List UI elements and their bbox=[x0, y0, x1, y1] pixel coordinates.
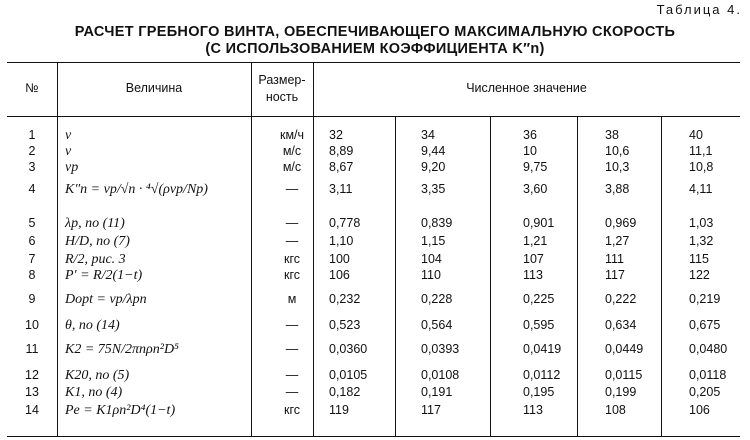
row-value: 0,634 bbox=[605, 318, 637, 332]
row-unit: м bbox=[287, 292, 297, 306]
col-divider bbox=[577, 116, 578, 437]
row-value: 1,21 bbox=[523, 234, 548, 248]
row-quantity: λp, по (11) bbox=[65, 216, 125, 231]
col-divider bbox=[490, 116, 491, 437]
row-quantity: K1, по (4) bbox=[65, 385, 123, 400]
row-value: 115 bbox=[689, 252, 709, 266]
row-quantity: Dopt = vp/λpn bbox=[65, 292, 147, 307]
row-number: 12 bbox=[25, 368, 39, 382]
row-number: 2 bbox=[28, 144, 36, 158]
row-value: 9,75 bbox=[523, 160, 548, 174]
row-value: 113 bbox=[523, 268, 543, 282]
row-number: 4 bbox=[28, 182, 36, 196]
row-value: 8,67 bbox=[329, 160, 354, 174]
title-line-2: (С ИСПОЛЬЗОВАНИЕМ КОЭФФИЦИЕНТА K″n) bbox=[205, 41, 545, 57]
row-quantity: vp bbox=[65, 160, 79, 175]
row-number: 9 bbox=[28, 292, 36, 306]
row-unit: — bbox=[285, 318, 299, 332]
row-value: 10,3 bbox=[605, 160, 630, 174]
row-value: 10,8 bbox=[689, 160, 714, 174]
row-value: 110 bbox=[421, 268, 441, 282]
header-unit bbox=[251, 72, 313, 106]
row-value: 0,523 bbox=[329, 318, 361, 332]
row-number: 6 bbox=[28, 234, 36, 248]
row-value: 0,195 bbox=[523, 385, 555, 399]
row-value: 111 bbox=[605, 252, 625, 266]
row-value: 11,1 bbox=[689, 144, 713, 158]
row-value: 119 bbox=[329, 403, 349, 417]
col-divider bbox=[57, 62, 58, 437]
row-number: 13 bbox=[25, 385, 39, 399]
row-unit: кгс bbox=[283, 252, 300, 266]
header-unit-line2: ность bbox=[265, 90, 299, 104]
row-value: 0,0393 bbox=[421, 342, 460, 356]
row-value: 0,564 bbox=[421, 318, 453, 332]
row-value: 0,0449 bbox=[605, 342, 644, 356]
row-quantity: K20, по (5) bbox=[65, 368, 130, 383]
row-number: 10 bbox=[25, 318, 39, 332]
row-value: 40 bbox=[689, 128, 703, 142]
row-value: 0,0118 bbox=[689, 368, 727, 382]
row-value: 0,595 bbox=[523, 318, 555, 332]
title-line-1: РАСЧЕТ ГРЕБНОГО ВИНТА, ОБЕСПЕЧИВАЮЩЕГО МАКСИМАЛЬНУЮ СКОРОСТЬ bbox=[74, 24, 676, 40]
row-value: 38 bbox=[605, 128, 619, 142]
row-quantity: Pe = K1ρn²D⁴(1−t) bbox=[65, 403, 176, 418]
row-value: 0,228 bbox=[421, 292, 453, 306]
row-value: 107 bbox=[523, 252, 544, 266]
row-number: 7 bbox=[28, 252, 36, 266]
row-quantity: K2 = 75N/2πnρn²D⁵ bbox=[65, 342, 179, 357]
row-value: 0,232 bbox=[329, 292, 361, 306]
row-value: 104 bbox=[421, 252, 442, 266]
row-quantity: H/D, по (7) bbox=[65, 234, 130, 249]
row-value: 100 bbox=[329, 252, 350, 266]
row-value: 0,969 bbox=[605, 216, 637, 230]
row-quantity: v bbox=[65, 128, 72, 143]
row-quantity: R/2, рис. 3 bbox=[65, 252, 126, 267]
header-divider bbox=[7, 116, 740, 117]
row-number: 3 bbox=[28, 160, 36, 174]
row-value: 113 bbox=[523, 403, 543, 417]
row-value: 36 bbox=[523, 128, 537, 142]
row-quantity: P′ = R/2(1−t) bbox=[65, 268, 143, 283]
row-value: 117 bbox=[605, 268, 625, 282]
row-value: 0,0112 bbox=[523, 368, 561, 382]
row-value: 0,0480 bbox=[689, 342, 728, 356]
row-value: 117 bbox=[421, 403, 441, 417]
row-value: 1,03 bbox=[689, 216, 714, 230]
row-quantity: θ, по (14) bbox=[65, 318, 120, 333]
row-number: 5 bbox=[28, 216, 36, 230]
row-value: 0,778 bbox=[329, 216, 361, 230]
row-value: 0,225 bbox=[523, 292, 555, 306]
row-number: 1 bbox=[28, 128, 36, 142]
row-value: 1,10 bbox=[329, 234, 354, 248]
row-value: 8,89 bbox=[329, 144, 354, 158]
row-value: 0,0115 bbox=[605, 368, 643, 382]
row-unit: — bbox=[285, 234, 299, 248]
row-unit: кгс bbox=[283, 403, 300, 417]
row-value: 0,191 bbox=[421, 385, 453, 399]
row-value: 106 bbox=[689, 403, 710, 417]
row-quantity: K″n = vp/√n · ⁴√(ρvp/Np) bbox=[65, 182, 208, 197]
row-value: 3,88 bbox=[605, 182, 630, 196]
row-unit: — bbox=[285, 368, 299, 382]
header-num: № bbox=[25, 81, 39, 95]
row-unit: м/с bbox=[282, 144, 302, 158]
row-number: 14 bbox=[25, 403, 39, 417]
row-value: 10 bbox=[523, 144, 537, 158]
row-value: 10,6 bbox=[605, 144, 630, 158]
row-value: 0,675 bbox=[689, 318, 721, 332]
col-divider bbox=[661, 116, 662, 437]
row-value: 1,32 bbox=[689, 234, 714, 248]
row-unit: — bbox=[285, 385, 299, 399]
row-value: 9,44 bbox=[421, 144, 446, 158]
row-value: 0,0108 bbox=[421, 368, 460, 382]
row-value: 32 bbox=[329, 128, 343, 142]
row-value: 3,60 bbox=[523, 182, 548, 196]
row-value: 0,182 bbox=[329, 385, 361, 399]
row-number: 11 bbox=[25, 342, 39, 356]
row-value: 34 bbox=[421, 128, 435, 142]
row-value: 1,15 bbox=[421, 234, 446, 248]
row-value: 0,0419 bbox=[523, 342, 562, 356]
row-unit: м/с bbox=[282, 160, 302, 174]
row-value: 9,20 bbox=[421, 160, 446, 174]
row-value: 0,901 bbox=[523, 216, 555, 230]
table-number: Таблица 4. bbox=[656, 2, 742, 17]
row-unit: — bbox=[285, 342, 299, 356]
row-number: 8 bbox=[28, 268, 36, 282]
row-value: 106 bbox=[329, 268, 350, 282]
row-value: 0,839 bbox=[421, 216, 453, 230]
row-value: 0,219 bbox=[689, 292, 721, 306]
row-unit: км/ч bbox=[279, 128, 305, 142]
row-value: 122 bbox=[689, 268, 710, 282]
row-unit: — bbox=[285, 216, 299, 230]
row-unit: кгс bbox=[283, 268, 300, 282]
col-divider bbox=[251, 62, 252, 437]
row-value: 108 bbox=[605, 403, 626, 417]
row-value: 1,27 bbox=[605, 234, 630, 248]
row-value: 3,11 bbox=[329, 182, 353, 196]
row-value: 0,205 bbox=[689, 385, 721, 399]
row-value: 0,222 bbox=[605, 292, 637, 306]
row-value: 0,199 bbox=[605, 385, 637, 399]
header-quantity: Величина bbox=[125, 81, 183, 95]
col-divider bbox=[395, 116, 396, 437]
header-value: Численное значение bbox=[466, 81, 587, 95]
header-unit-line1: Размер- bbox=[258, 73, 306, 87]
row-value: 4,11 bbox=[689, 182, 713, 196]
row-unit: — bbox=[285, 182, 299, 196]
table-title bbox=[0, 24, 750, 58]
row-value: 0,0105 bbox=[329, 368, 368, 382]
row-value: 0,0360 bbox=[329, 342, 368, 356]
row-quantity: v bbox=[65, 144, 72, 159]
row-value: 3,35 bbox=[421, 182, 446, 196]
